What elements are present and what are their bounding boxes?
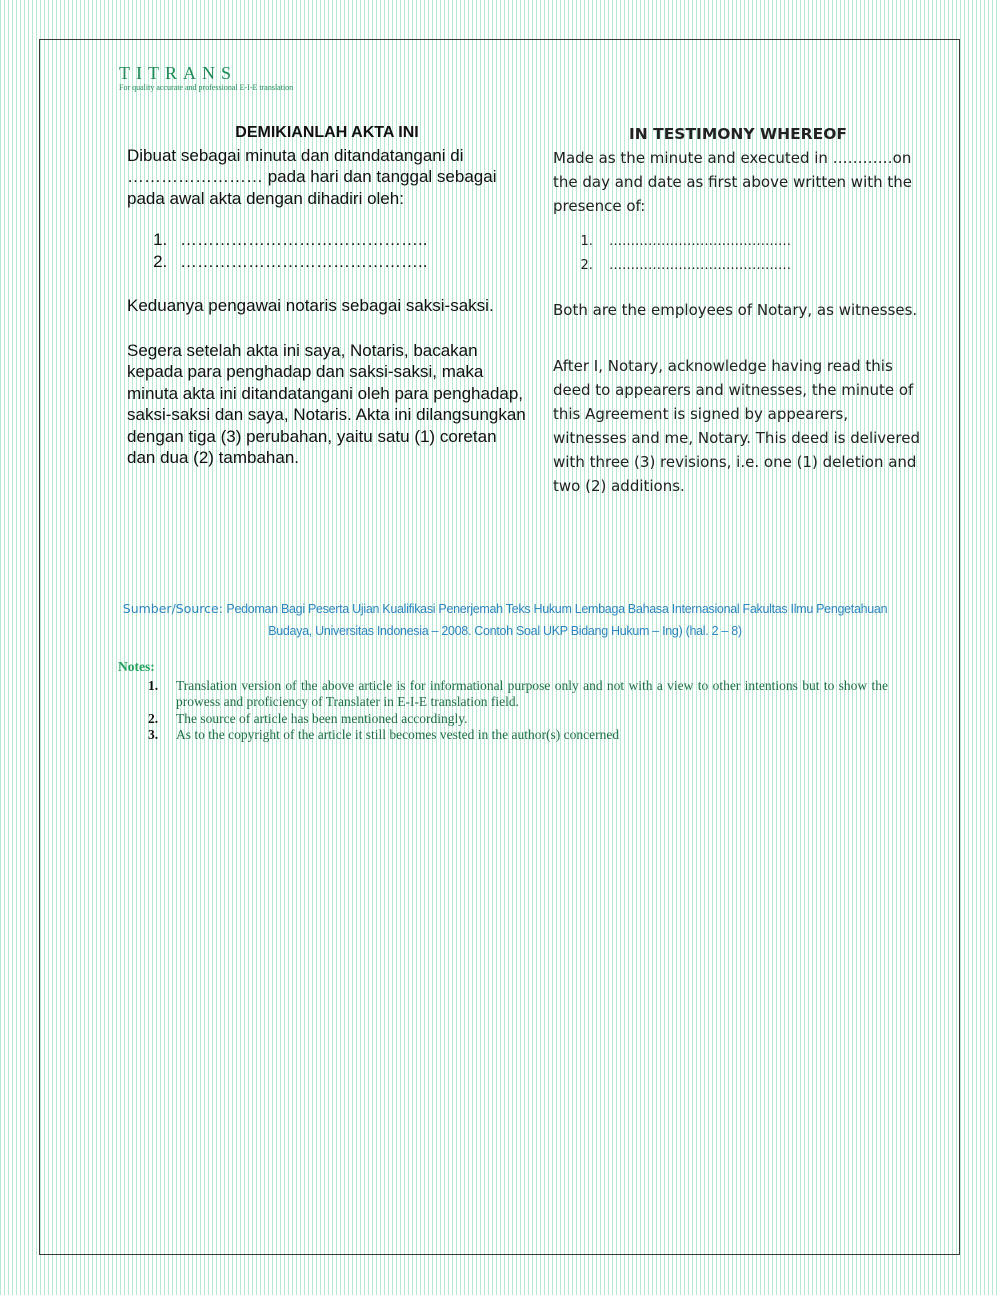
left-employees: Keduanya pengawai notaris sebagai saksi-saksi.: [127, 296, 494, 315]
note-number: 1.: [148, 677, 159, 693]
note-number: 2.: [148, 710, 159, 726]
left-witness-2: 2. ……………………………………..: [172, 251, 527, 273]
note-item: [118, 711, 888, 728]
left-heading: DEMIKIANLAH AKTA INI: [235, 124, 419, 141]
left-witness-1: 1. ……………………………………..: [172, 229, 527, 251]
source-citation: [120, 598, 890, 642]
right-witness-1: 1. ……………………………………: [597, 230, 923, 254]
notes-section: [118, 659, 888, 744]
note-item: [118, 678, 888, 711]
right-witness-list: [553, 230, 923, 278]
source-label: Sumber/Source:: [122, 601, 223, 616]
logo-tagline: For quality accurate and professional E-I-E translation: [119, 83, 294, 92]
titrans-logo: [119, 63, 293, 93]
right-witness-2: 2. ……………………………………: [597, 254, 923, 278]
left-closing: Segera setelah akta ini saya, Notaris, bacakan kepada para penghadap dan saksi-saksi, maka minuta akta ini ditandatangani oleh para penghadap, saksi-saksi dan saya, Notaris. Akta ini dilangsungkan dengan tiga (3) perubahan, yaitu satu (1) coretan dan dua (2) tambahan.: [127, 340, 526, 467]
document-page: [39, 39, 960, 1255]
note-text: Translation version of the above article is for informational purpose only and not with a view to other intentions but to show the prowess and proficiency of Translater in E-I-E translation field.: [176, 677, 888, 709]
left-witness-list: [127, 229, 527, 272]
note-text: As to the copyright of the article it still becomes vested in the author(s) concerned: [176, 727, 620, 742]
right-employees: Both are the employees of Notary, as witnesses.: [553, 301, 918, 319]
english-column: [553, 122, 923, 498]
right-heading: IN TESTIMONY WHEREOF: [629, 125, 847, 143]
notes-list: [118, 678, 888, 744]
right-closing: After I, Notary, acknowledge having read this deed to appearers and witnesses, the minute of this Agreement is signed by appearers, witnesses and me, Notary. This deed is delivered with three (3) revisions, i.e. one (1) deletion and two (2) additions.: [553, 357, 920, 495]
left-intro: Dibuat sebagai minuta dan ditandatangani di …………………… pada hari dan tanggal sebagai pada awal akta dengan dihadiri oleh:: [127, 145, 497, 208]
source-text: Pedoman Bagi Peserta Ujian Kualifikasi Penerjemah Teks Hukum Lembaga Bahasa Internasional Fakultas Ilmu Pengetahuan Budaya, Universitas Indonesia – 2008. Contoh Soal UKP Bidang Hukum – Ing) (hal. 2 – 8): [226, 602, 888, 638]
notes-title: Notes:: [118, 659, 155, 674]
note-number: 3.: [148, 727, 159, 742]
note-text: The source of article has been mentioned accordingly.: [176, 710, 468, 726]
indonesian-column: [127, 122, 527, 469]
logo-name: TITRANS: [119, 63, 237, 83]
note-item: [118, 727, 888, 744]
right-intro: Made as the minute and executed in …………on the day and date as first above written with the presence of:: [553, 149, 913, 215]
